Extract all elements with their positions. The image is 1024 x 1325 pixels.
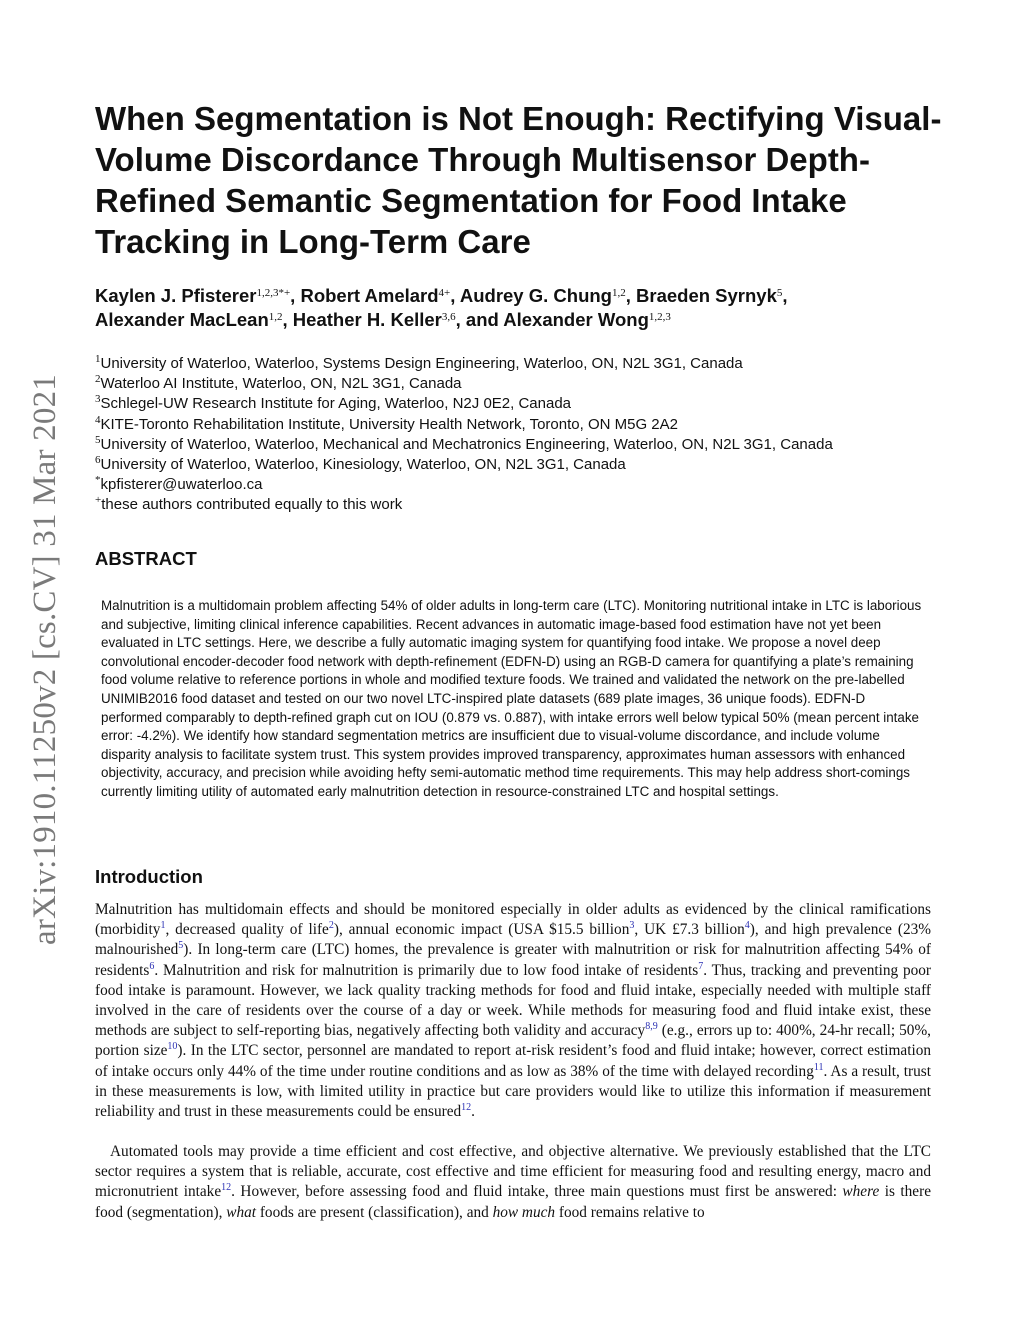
paragraph-text-run: . Thus, tracking and preventing poor food intake is paramount. However, we lack quality tracking methods for food and fluid intake, especially needed with multiple staff involved in the care of residents over the course of a day or week. While methods for measuring food and fluid intake exist, these methods are subject to self-reporting bias, negatively affecting both validity and accuracy (95, 961, 932, 1040)
introduction-paragraph-2 (95, 1142, 931, 1223)
affiliation-line (95, 415, 975, 435)
author-affiliation-marks: 1,2,3 (648, 311, 671, 323)
author-affiliation-marks: 4+ (438, 287, 451, 299)
paragraph-text-run: Automated tools may provide a time efficient and cost effective, and objective alternative. We previously established that the LTC sector requires a system that is reliable, accurate, cost effective and time efficient for measuring food and resulting energy, macro and micronutrient intake (95, 1143, 931, 1201)
citation-reference: 6 (149, 960, 155, 972)
author-affiliation-marks: 5 (776, 287, 783, 299)
affiliation-mark: + (95, 494, 102, 507)
affiliation-text: Waterloo AI Institute, Waterloo, ON, N2L 3G1, Canada (100, 375, 462, 393)
author-name: Kaylen J. Pfisterer (95, 285, 257, 306)
author-separator: , and (455, 309, 504, 330)
paragraph-text-run: , UK £7.3 billion (634, 921, 745, 939)
paragraph-text-run: (e.g., errors up to: 400%, 24-hr recall; 50%, portion size (95, 1022, 932, 1060)
author-name: Audrey G. Chung (459, 285, 612, 306)
affiliation-line (95, 374, 975, 394)
paragraph-text-run: . Malnutrition and risk for malnutrition is primarily due to low food intake of residents (154, 961, 699, 979)
affiliation-text: Schlegel-UW Research Institute for Aging, Waterloo, N2J 0E2, Canada (100, 395, 572, 413)
citation-reference: 8,9 (645, 1021, 658, 1033)
citation-reference: 5 (178, 940, 184, 952)
citation-reference: 1 (160, 920, 166, 932)
introduction-heading: Introduction (95, 866, 203, 887)
affiliation-line (95, 475, 975, 495)
citation-reference: 12 (461, 1102, 472, 1114)
citation-reference: 3 (629, 920, 635, 932)
paragraph-text-run: food remains relative to (555, 1203, 705, 1221)
author-affiliation-marks: 1,2 (611, 287, 626, 299)
author-separator: , (450, 285, 460, 306)
author-name: Alexander Wong (503, 309, 649, 330)
citation-reference: 10 (167, 1041, 178, 1053)
affiliation-text: University of Waterloo, Waterloo, Systems Design Engineering, Waterloo, ON, N2L 3G1, Canada (100, 355, 743, 372)
paragraph-text-run: Malnutrition has multidomain effects and should be monitored especially in older adults as evidenced by the clinical ramifications (morbidity (95, 901, 931, 939)
author-name: Braeden Syrnyk (636, 285, 777, 306)
abstract-text: Malnutrition is a multidomain problem affecting 54% of older adults in long-term care (LTC). Monitoring nutritional intake in LTC is laborious and subjective, limiting clinical inference capabilities. Recent advances in automatic image-based food estimation have not yet been evaluated in LTC settings. Here, we describe a fully automatic imaging system for quantifying food intake. We propose a novel deep convolutional encoder-decoder food network with depth-refinement (EDFN-D) using an RGB-D camera for quantifying a plate’s remaining food volume relative to reference portions in whole and modified texture foods. We trained and validated the network on the pre-labelled UNIMIB2016 food dataset and tested on our two novel LTC-inspired plate datasets (689 plate images, 36 unique foods). EDFN-D performed comparably to depth-refined graph cut on IOU (0.879 vs. 0.887), with intake errors well below typical 50% (mean percent intake error: -4.2%). We identify how standard segmentation metrics are insufficient due to visual-volume discordance, and include volume disparity analysis to facilitate system trust. This system provides improved transparency, approximates human assessors with enhanced objectivity, accuracy, and precision while avoiding hefty semi-automatic method time requirements. This may help address short-comings currently limiting utility of automated early malnutrition detection in resource-constrained LTC and hospital settings. (101, 598, 922, 799)
affiliation-text: University of Waterloo, Waterloo, Mechanical and Mechatronics Engineering, Waterloo, ON, N2L 3G1, Canada (100, 435, 833, 453)
author-list (95, 284, 955, 332)
author-separator: , (782, 285, 788, 306)
citation-reference: 2 (328, 920, 334, 932)
paragraph-text-run: , decreased quality of life (165, 921, 329, 939)
paper-title: When Segmentation is Not Enough: Rectifying Visual-Volume Discordance Through Multisensor Depth-Refined Semantic Segmentation for Food Intake Tracking in Long-Term Care (95, 100, 942, 260)
citation-reference: 11 (813, 1061, 824, 1073)
paragraph-text-run: is there food (segmentation), (95, 1183, 931, 1221)
affiliation-mark: 5 (95, 433, 101, 446)
affiliation-mark: 4 (95, 413, 101, 426)
emphasized-text: what (226, 1203, 257, 1221)
author-affiliation-marks: 1,2 (268, 311, 283, 323)
affiliation-text: these authors contributed equally to this work (101, 496, 403, 514)
affiliation-line (95, 495, 975, 515)
author-name: Robert Amelard (300, 285, 439, 306)
introduction-paragraph-1 (95, 900, 931, 1122)
affiliation-mark: 2 (95, 373, 101, 386)
author-name: Alexander MacLean (95, 309, 269, 330)
citation-reference: 4 (744, 920, 750, 932)
affiliation-mark: 1 (95, 353, 101, 365)
paragraph-text-run: ). In the LTC sector, personnel are mandated to report at-risk resident’s food and fluid intake; however, correct estimation of intake occurs only 44% of the time under routine conditions and as low as 38% of the time with delayed recording (95, 1042, 932, 1080)
affiliation-line (95, 394, 975, 414)
paragraph-text-run: foods are present (classification), and (256, 1203, 493, 1221)
affiliation-mark: 3 (95, 393, 101, 406)
emphasized-text: how much (492, 1203, 556, 1221)
paragraph-text-run: ), and high prevalence (23% malnourished (95, 921, 931, 959)
author-separator: , (625, 285, 637, 306)
affiliation-line (95, 354, 975, 374)
emphasized-text: where (842, 1183, 880, 1201)
affiliation-text: KITE-Toronto Rehabilitation Institute, University Health Network, Toronto, ON M5G 2A2 (100, 415, 678, 433)
citation-reference: 12 (221, 1182, 232, 1194)
paragraph-text-run: . However, before assessing food and fluid intake, three main questions must first be answered: (231, 1183, 843, 1201)
author-affiliation-marks: 1,2,3*+ (256, 287, 291, 299)
author-name: Heather H. Keller (292, 309, 442, 330)
abstract-heading: ABSTRACT (95, 548, 197, 569)
author-affiliation-marks: 3,6 (441, 311, 456, 323)
author-separator: , (290, 285, 301, 306)
arxiv-identifier-stamp: arXiv:1910.11250v2 [cs.CV] 31 Mar 2021 (27, 374, 63, 945)
author-separator: , (282, 309, 293, 330)
citation-reference: 7 (698, 960, 704, 972)
affiliation-mark: * (95, 474, 101, 487)
paragraph-text-run: ), annual economic impact (USA $15.5 billion (333, 921, 630, 939)
affiliation-line (95, 435, 975, 455)
paragraph-text-run: ). In long-term care (LTC) homes, the prevalence is greater with malnutrition or risk for malnutrition affecting 54% of residents (95, 941, 931, 979)
paragraph-text-run: . As a result, trust in these measurements is low, with limited utility in practice but care providers would like to utilize this information if measurement reliability and trust in these measurements could be ensured (95, 1062, 931, 1121)
affiliation-mark: 6 (95, 454, 101, 467)
paragraph-text-run: . (471, 1103, 475, 1121)
affiliation-list (95, 354, 975, 516)
affiliation-text: University of Waterloo, Waterloo, Kinesiology, Waterloo, ON, N2L 3G1, Canada (100, 456, 626, 474)
affiliation-line (95, 455, 975, 475)
affiliation-text: kpfisterer@uwaterloo.ca (100, 476, 263, 494)
